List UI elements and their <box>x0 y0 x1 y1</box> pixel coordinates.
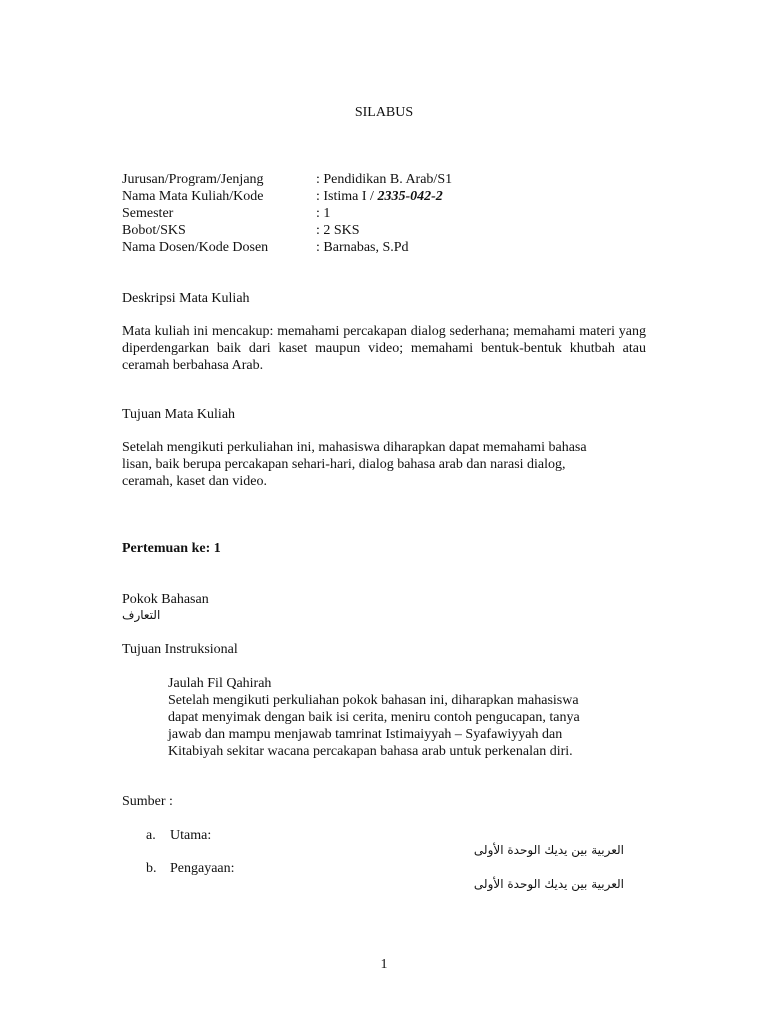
info-label: Nama Dosen/Kode Dosen <box>122 240 269 255</box>
instructional-heading: Tujuan Instruksional <box>122 642 238 657</box>
sources-heading: Sumber : <box>122 794 173 809</box>
objective-line: Setelah mengikuti perkuliahan ini, mahasiswa diharapkan dapat memahami bahasa <box>122 440 587 455</box>
info-label: Bobot/SKS <box>122 223 186 238</box>
instructional-line: Kitabiyah sekitar wacana percakapan bahasa arab untuk perkenalan diri. <box>168 744 573 759</box>
source-marker: b. <box>146 861 157 876</box>
info-row-jurusan <box>122 171 682 188</box>
info-row-bobot <box>122 222 682 239</box>
source-arabic-title: العربية بين يديك الوحدة الأولى <box>473 877 624 891</box>
objective-line: ceramah, kaset dan video. <box>122 474 267 489</box>
description-text: Mata kuliah ini mencakup: memahami percakapan dialog sederhana; memahami materi yang diperdengarkan baik dari kaset maupun video; memahami bentuk-bentuk khutbah atau ceramah berbahasa Arab. <box>122 324 646 373</box>
info-row-dosen <box>122 239 682 256</box>
instructional-line: jawab dan mampu menjawab tamrinat Istimaiyyah – Syafawiyyah dan <box>168 727 563 742</box>
info-value: : Pendidikan B. Arab/S1 <box>316 172 453 187</box>
instructional-line: dapat menyimak dengan baik isi cerita, meniru contoh pengucapan, tanya <box>168 710 580 725</box>
instructional-line: Setelah mengikuti perkuliahan pokok bahasan ini, diharapkan mahasiswa <box>168 693 579 708</box>
source-marker: a. <box>146 828 156 843</box>
objective-heading: Tujuan Mata Kuliah <box>122 407 236 422</box>
info-label: Nama Mata Kuliah/Kode <box>122 189 264 204</box>
instructional-subtitle: Jaulah Fil Qahirah <box>168 676 272 691</box>
description-heading: Deskripsi Mata Kuliah <box>122 291 250 306</box>
info-value: : 1 <box>316 206 331 221</box>
topic-heading: Pokok Bahasan <box>122 592 209 607</box>
page-number: 1 <box>380 957 388 972</box>
source-label: Pengayaan: <box>170 861 235 876</box>
info-label: Jurusan/Program/Jenjang <box>122 172 264 187</box>
meeting-heading: Pertemuan ke: 1 <box>122 541 221 556</box>
topic-arabic: التعارف <box>122 608 161 622</box>
info-value: : Istima I / 2335-042-2 <box>316 189 443 204</box>
source-label: Utama: <box>170 828 212 843</box>
info-label: Semester <box>122 206 174 221</box>
source-arabic-title: العربية بين يديك الوحدة الأولى <box>473 843 624 857</box>
info-value: : Barnabas, S.Pd <box>316 240 409 255</box>
objective-line: lisan, baik berupa percakapan sehari-hari, dialog bahasa arab dan narasi dialog, <box>122 457 566 472</box>
info-row-semester <box>122 205 682 222</box>
info-row-mata-kuliah <box>122 188 682 205</box>
info-value: : 2 SKS <box>316 223 360 238</box>
course-code: 2335-042-2 <box>377 189 443 204</box>
document-title: SILABUS <box>354 105 414 120</box>
